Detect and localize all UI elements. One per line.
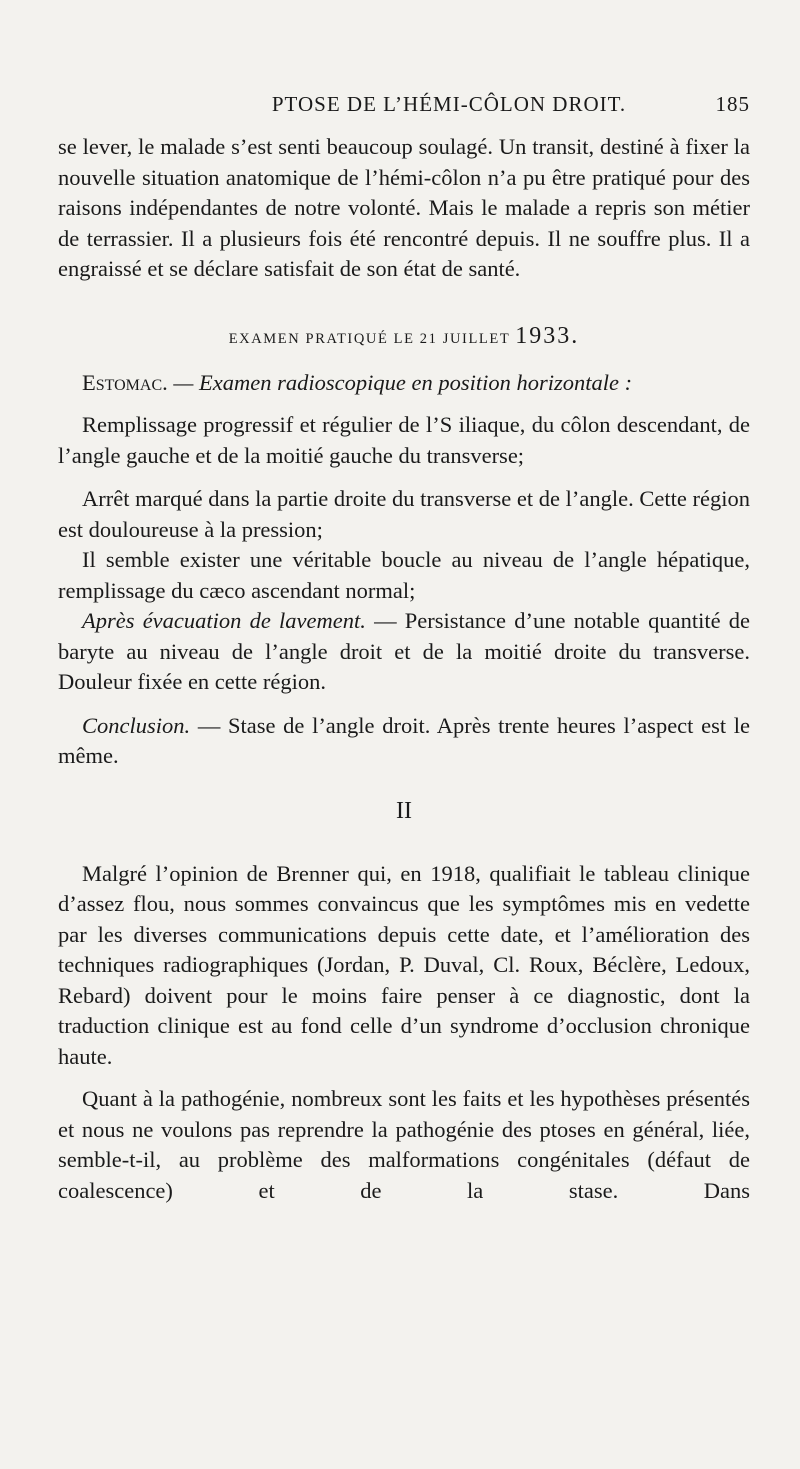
page-number: 185 — [715, 92, 750, 116]
paragraph-evacuation — [58, 606, 750, 698]
section-label: Estomac. — [82, 369, 168, 395]
paragraph-continuation: se lever, le malade s’est senti beaucoup soulagé. Un transit, destiné à fixer la nouvelle situation anatomique de l’hémi-côlon n’a pu être pratiqué pour des raisons indépendantes de notre volonté. Mais le malade a repris son métier de terrassier. Il a plusieurs fois été rencontré depuis. Il ne souffre plus. Il a engraissé et se déclare satisfait de son état de santé. — [58, 134, 750, 281]
evacuation-lead: Après évacuation de lavement. — [82, 608, 366, 633]
exam-heading-text: EXAMEN PRATIQUÉ LE 21 JUILLET — [228, 330, 511, 347]
running-title: PTOSE DE L’HÉMI-CÔLON DROIT. — [271, 92, 627, 116]
paragraph-conclusion — [58, 711, 750, 772]
conclusion-text: — Stase de l’angle droit. Après trente heures l’aspect est le même. — [58, 712, 750, 768]
section-numeral: II — [396, 797, 412, 824]
evacuation-text: — Persistance d’une notable quantité de baryte au niveau de l’angle droit et de la moitié droite du transverse. Douleur fixée en cette région. — [58, 608, 750, 694]
paragraph-pathogenie: Quant à la pathogénie, nombreux sont les faits et les hypothèses présentés et nous ne voulons pas reprendre la pathogénie des ptoses en général, liée, semble-t-il, au problème des malformations congénitales (défaut de coalescence) et de la stase. Dans — [58, 1086, 750, 1203]
conclusion-lead: Conclusion. — [82, 712, 191, 738]
section-title: — Examen radioscopique en position horizontale : — [173, 369, 633, 395]
section-heading — [58, 368, 750, 399]
exam-heading — [58, 323, 750, 350]
paragraph-brenner: Malgré l’opinion de Brenner qui, en 1918, qualifiait le tableau clinique d’assez flou, nous sommes convaincus que les symptômes mis en vedette par les diverses communications depuis cette date, et l’amélioration des techniques radiographiques (Jordan, P. Duval, Cl. Roux, Béclère, Ledoux, Rebard) doivent pour le moins faire penser à ce diagnostic, dont la traduction clinique est au fond celle d’un syndrome d’occlusion chronique haute. — [58, 860, 750, 1069]
paragraph-remplissage: Remplissage progressif et régulier de l’S iliaque, du côlon descendant, de l’angle gauche et de la moitié gauche du transverse; — [58, 412, 750, 468]
paragraph-arret: Arrêt marqué dans la partie droite du transverse et de l’angle. Cette région est douloureuse à la pression; — [58, 486, 750, 542]
paragraph-boucle: Il semble exister une véritable boucle au niveau de l’angle hépatique, remplissage du cæco ascendant normal; — [58, 547, 750, 603]
exam-year: 1933. — [515, 322, 580, 349]
running-header — [58, 92, 750, 132]
